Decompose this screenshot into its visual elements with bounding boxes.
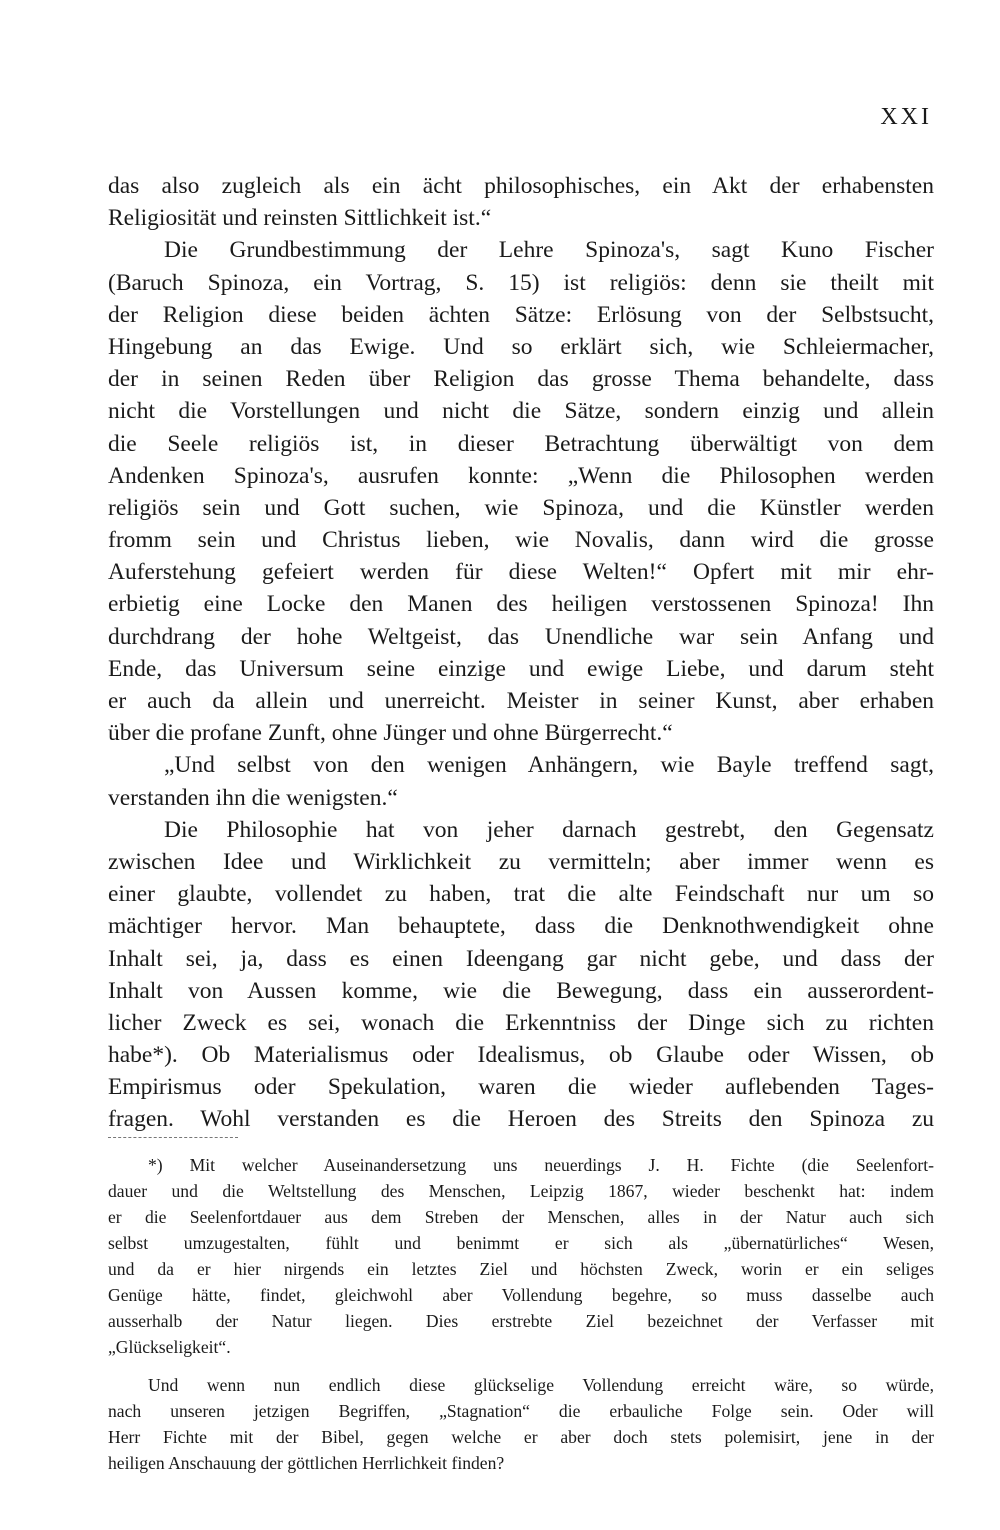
- footnote-line: heiligen Anschauung der göttlichen Herrlichkeit finden?: [108, 1453, 505, 1473]
- text-line: der in seinen Reden über Religion das grosse Thema behandelte, dass: [108, 366, 934, 393]
- text-line: Hingebung an das Ewige. Und so erklärt sich, wie Schleiermacher,: [108, 333, 934, 360]
- footnote-line: Genüge hätte, findet, gleichwohl aber Vollendung begehre, so muss dasselbe auch: [108, 1285, 934, 1305]
- footnote-line: Herr Fichte mit der Bibel, gegen welche er aber doch stets polemisirt, jene in der: [108, 1427, 934, 1447]
- text-line: über die profane Zunft, ohne Jünger und ohne Bürgerrecht.“: [108, 720, 673, 747]
- text-line: Ende, das Universum seine einzige und ewige Liebe, und darum steht: [108, 655, 934, 682]
- text-line: erbietig eine Locke den Manen des heiligen verstossenen Spinoza! Ihn: [108, 591, 934, 618]
- text-line: Inhalt von Aussen komme, wie die Bewegung, dass ein ausserordent-: [108, 977, 934, 1004]
- footnote-line: und da er hier nirgends ein letztes Ziel und höchsten Zweck, worin er ein seliges: [108, 1259, 934, 1279]
- footnote-divider: [108, 1137, 238, 1138]
- text-line: verstanden ihn die wenigsten.“: [108, 784, 398, 811]
- text-line: Empirismus oder Spekulation, waren die wieder auflebenden Tages-: [108, 1074, 934, 1101]
- text-line: er auch da allein und unerreicht. Meister in seiner Kunst, aber erhaben: [108, 688, 934, 714]
- text-line: mächtiger hervor. Man behauptete, dass die Denknothwendigkeit ohne: [108, 913, 934, 940]
- text-line: „Und selbst von den wenigen Anhängern, wie Bayle treffend sagt,: [164, 752, 934, 779]
- text-line: fromm sein und Christus lieben, wie Novalis, dann wird die grosse: [108, 527, 934, 554]
- text-line: Auferstehung gefeiert werden für diese Welten!“ Opfert mit mir ehr-: [108, 559, 934, 586]
- footnote-line: nach unseren jetzigen Begriffen, „Stagnation“ die erbauliche Folge sein. Oder will: [108, 1401, 934, 1421]
- footnote-line: selbst umzugestalten, fühlt und benimmt er sich als „übernatürliches“ Wesen,: [108, 1233, 934, 1253]
- text-line: (Baruch Spinoza, ein Vortrag, S. 15) ist religiös: denn sie theilt mit: [108, 269, 934, 296]
- text-line: Andenken Spinoza's, ausrufen konnte: „Wenn die Philosophen werden: [108, 462, 934, 489]
- text-line: Die Grundbestimmung der Lehre Spinoza's, sagt Kuno Fischer: [164, 237, 934, 264]
- text-line: fragen. Wohl verstanden es die Heroen des Streits den Spinoza zu: [108, 1106, 934, 1133]
- footnote-line: er die Seelenfortdauer aus dem Streben der Menschen, alles in der Natur auch sich: [108, 1207, 934, 1227]
- text-line: Inhalt sei, ja, dass es einen Ideengang gar nicht gebe, und dass der: [108, 945, 934, 972]
- text-line: zwischen Idee und Wirklichkeit zu vermitteln; aber immer wenn es: [108, 848, 934, 875]
- text-line: habe*). Ob Materialismus oder Idealismus, ob Glaube oder Wissen, ob: [108, 1042, 934, 1069]
- text-line: das also zugleich als ein ächt philosophisches, ein Akt der erhabensten: [108, 173, 934, 199]
- text-line: der Religion diese beiden ächten Sätze: Erlösung von der Selbstsucht,: [108, 301, 934, 328]
- footnotes: [108, 1152, 934, 1476]
- text-line: religiös sein und Gott suchen, wie Spinoza, und die Künstler werden: [108, 494, 934, 521]
- text-line: Die Philosophie hat von jeher darnach gestrebt, den Gegensatz: [164, 816, 934, 843]
- text-line: nicht die Vorstellungen und nicht die Sätze, sondern einzig und allein: [108, 398, 934, 425]
- text-line: licher Zweck es sei, wonach die Erkenntniss der Dinge sich zu richten: [108, 1009, 934, 1036]
- main-text: [108, 170, 934, 1136]
- footnote-line: „Glückseligkeit“.: [108, 1337, 231, 1357]
- footnote-line: *) Mit welcher Auseinandersetzung uns neuerdings J. H. Fichte (die Seelenfort-: [148, 1155, 934, 1175]
- text-line: durchdrang der hohe Weltgeist, das Unendliche war sein Anfang und: [108, 623, 934, 650]
- text-line: Religiosität und reinsten Sittlichkeit ist.“: [108, 205, 492, 232]
- footnote-line: dauer und die Weltstellung des Menschen, Leipzig 1867, wieder beschenkt hat: indem: [108, 1181, 934, 1201]
- footnote-line: ausserhalb der Natur liegen. Dies erstrebte Ziel bezeichnet der Verfasser mit: [108, 1311, 934, 1331]
- footnote-line: Und wenn nun endlich diese glückselige Vollendung erreicht wäre, so würde,: [148, 1375, 934, 1395]
- page-number: XXI: [880, 104, 932, 130]
- text-line: einer glaubte, vollendet zu haben, trat die alte Feindschaft nur um so: [108, 881, 934, 908]
- text-line: die Seele religiös ist, in dieser Betrachtung überwältigt von dem: [108, 430, 934, 457]
